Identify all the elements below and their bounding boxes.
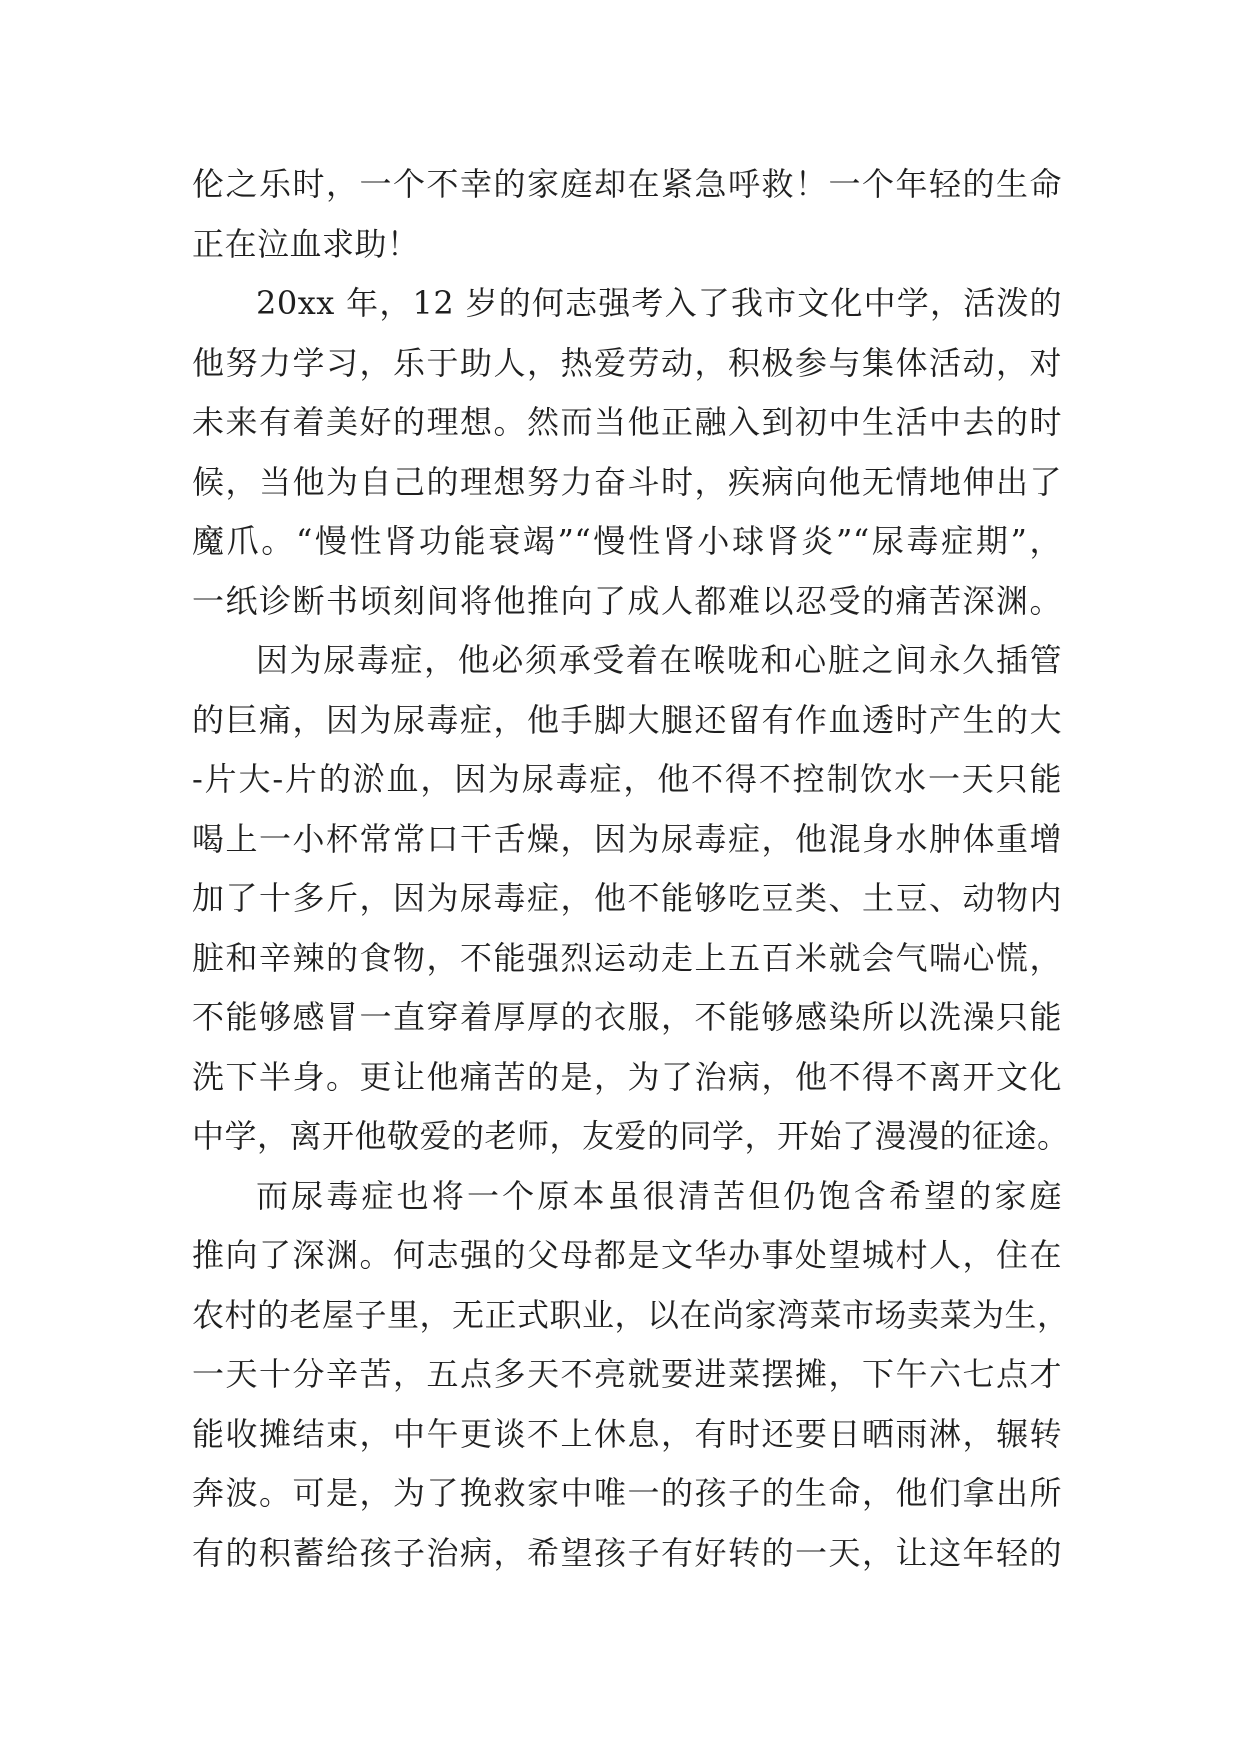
- body-text: [192, 155, 1070, 1583]
- text-line: 中学，离开他敬爱的老师，友爱的同学，开始了漫漫的征途。: [192, 1117, 1070, 1155]
- text-line: 奔波。可是，为了挽救家中唯一的孩子的生命，他们拿出所: [192, 1474, 1062, 1512]
- text-line: 喝上一小杯常常口干舌燥，因为尿毒症，他混身水肿体重增: [192, 819, 1062, 858]
- text-line: 伦之乐时，一个不幸的家庭却在紧急呼救！一个年轻的生命: [192, 165, 1062, 203]
- paragraph-start-line: 20xx 年，12 岁的何志强考入了我市文化中学，活泼的: [256, 284, 1062, 322]
- text-line: 能收摊结束，中午更谈不上休息，有时还要日晒雨淋，辗转: [192, 1414, 1062, 1453]
- text-line: 脏和辛辣的食物，不能强烈运动走上五百米就会气喘心慌，: [192, 938, 1062, 977]
- paragraph-start-line: 而尿毒症也将一个原本虽很清苦但仍饱含希望的家庭: [256, 1176, 1062, 1215]
- text-line: 洗下半身。更让他痛苦的是，为了治病，他不得不离开文化: [192, 1057, 1062, 1096]
- text-line: 正在泣血求助！: [192, 224, 420, 263]
- text-line: 一天十分辛苦，五点多天不亮就要进菜摆摊，下午六七点才: [192, 1355, 1062, 1393]
- text-line: 农村的老屋子里，无正式职业，以在尚家湾菜市场卖菜为生，: [192, 1295, 1070, 1334]
- text-line: 一纸诊断书顷刻间将他推向了成人都难以忍受的痛苦深渊。: [192, 581, 1062, 620]
- text-line: 他努力学习，乐于助人，热爱劳动，积极参与集体活动，对: [192, 343, 1062, 382]
- text-line: 魔爪。“慢性肾功能衰竭”“慢性肾小球肾炎”“尿毒症期”，: [192, 522, 1062, 560]
- text-line: 候，当他为自己的理想努力奋斗时，疾病向他无情地伸出了: [192, 462, 1062, 501]
- text-line: 的巨痛，因为尿毒症，他手脚大腿还留有作血透时产生的大: [192, 700, 1062, 739]
- paragraph-start-line: 因为尿毒症，他必须承受着在喉咙和心脏之间永久插管: [256, 641, 1062, 679]
- text-line: 有的积蓄给孩子治病，希望孩子有好转的一天，让这年轻的: [192, 1533, 1062, 1572]
- text-line: 加了十多斤，因为尿毒症，他不能够吃豆类、土豆、动物内: [192, 879, 1062, 917]
- text-line: 未来有着美好的理想。然而当他正融入到初中生活中去的时: [192, 403, 1062, 441]
- text-line: -片大-片的淤血，因为尿毒症，他不得不控制饮水一天只能: [192, 760, 1062, 798]
- text-line: 推向了深渊。何志强的父母都是文华办事处望城村人，住在: [192, 1236, 1062, 1274]
- text-line: 不能够感冒一直穿着厚厚的衣服，不能够感染所以洗澡只能: [192, 998, 1062, 1036]
